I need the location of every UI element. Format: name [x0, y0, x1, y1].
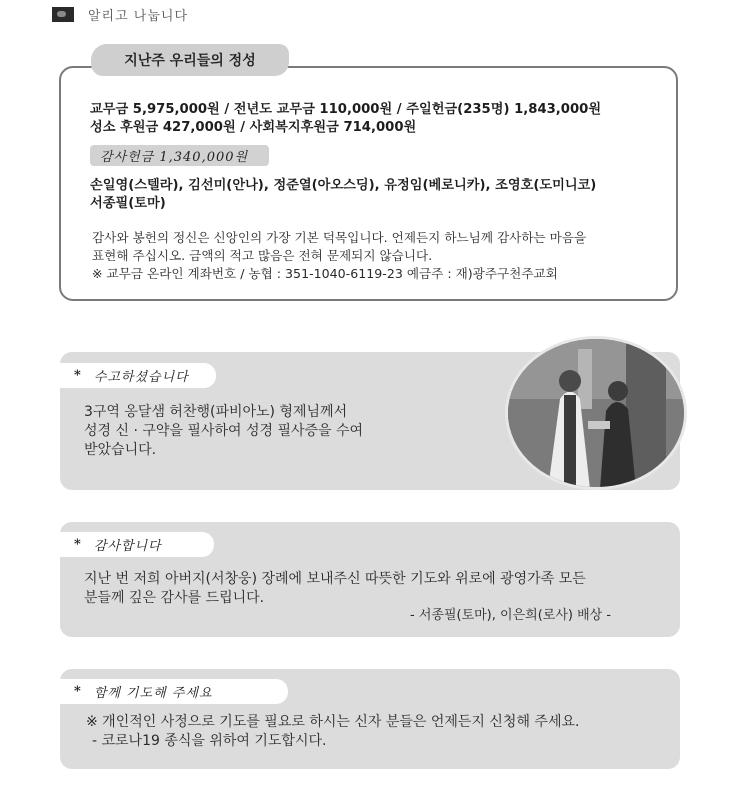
thanks-offering-label: 감사헌금 1,340,000원 — [90, 145, 269, 166]
header-logo-icon — [52, 7, 74, 22]
section-header — [52, 4, 188, 24]
donors-line-1: 손일영(스텔라), 김선미(안나), 정준열(아오스딩), 유정임(베로니카), 조영호(도미니코) — [90, 178, 597, 193]
card1-title-pill — [60, 363, 216, 388]
account-info: ※ 교무금 온라인 계좌번호 / 농협 : 351-1040-6119-23 예금주 : 재)광주구천주교회 — [92, 266, 558, 281]
offering-line-1: 교무금 5,975,000원 / 전년도 교무금 110,000원 / 주일헌금(235명) 1,843,000원 — [90, 102, 602, 117]
card2-title: 감사합니다 — [93, 539, 162, 554]
ceremony-photo — [505, 336, 687, 490]
card2-line-1: 지난 번 저희 아버지(서창웅) 장례에 보내주신 따뜻한 기도와 위로에 광영가족 모든 — [84, 571, 586, 587]
card3-title-pill — [60, 679, 288, 704]
card1-line-2: 성경 신 · 구약을 필사하여 성경 필사증을 수여 — [84, 423, 364, 439]
star-icon: * — [74, 684, 82, 699]
donors-line-2: 서종필(토마) — [90, 196, 166, 211]
offering-tab-title: 지난주 우리들의 정성 — [91, 44, 289, 76]
card3-title: 함께 기도해 주세요 — [93, 686, 213, 701]
star-icon: * — [74, 368, 82, 383]
offering-note-1: 감사와 봉헌의 정신은 신앙인의 가장 기본 덕목입니다. 언제든지 하느님께 감사하는 마음을 — [92, 230, 587, 245]
card2-line-2: 분들께 깊은 감사를 드립니다. — [84, 590, 265, 606]
offering-line-2: 성소 후원금 427,000원 / 사회복지후원금 714,000원 — [90, 120, 417, 135]
card1-line-3: 받았습니다. — [84, 442, 157, 458]
card1-title: 수고하셨습니다 — [93, 370, 189, 385]
card3-line-2: - 코로나19 종식을 위하여 기도합시다. — [92, 733, 327, 749]
card2-signature: - 서종필(토마), 이은희(로사) 배상 - — [410, 608, 612, 623]
star-icon: * — [74, 537, 82, 552]
card3-line-1: ※ 개인적인 사정으로 기도를 필요로 하시는 신자 분들은 언제든지 신청해 주세요. — [86, 714, 580, 730]
card2-title-pill — [60, 532, 214, 557]
card1-line-1: 3구역 옹달샘 허찬행(파비아노) 형제님께서 — [84, 404, 348, 420]
section-title: 알리고 나눕니다 — [88, 8, 189, 24]
offering-note-2: 표현해 주십시오. 금액의 적고 많음은 전혀 문제되지 않습니다. — [92, 248, 433, 263]
